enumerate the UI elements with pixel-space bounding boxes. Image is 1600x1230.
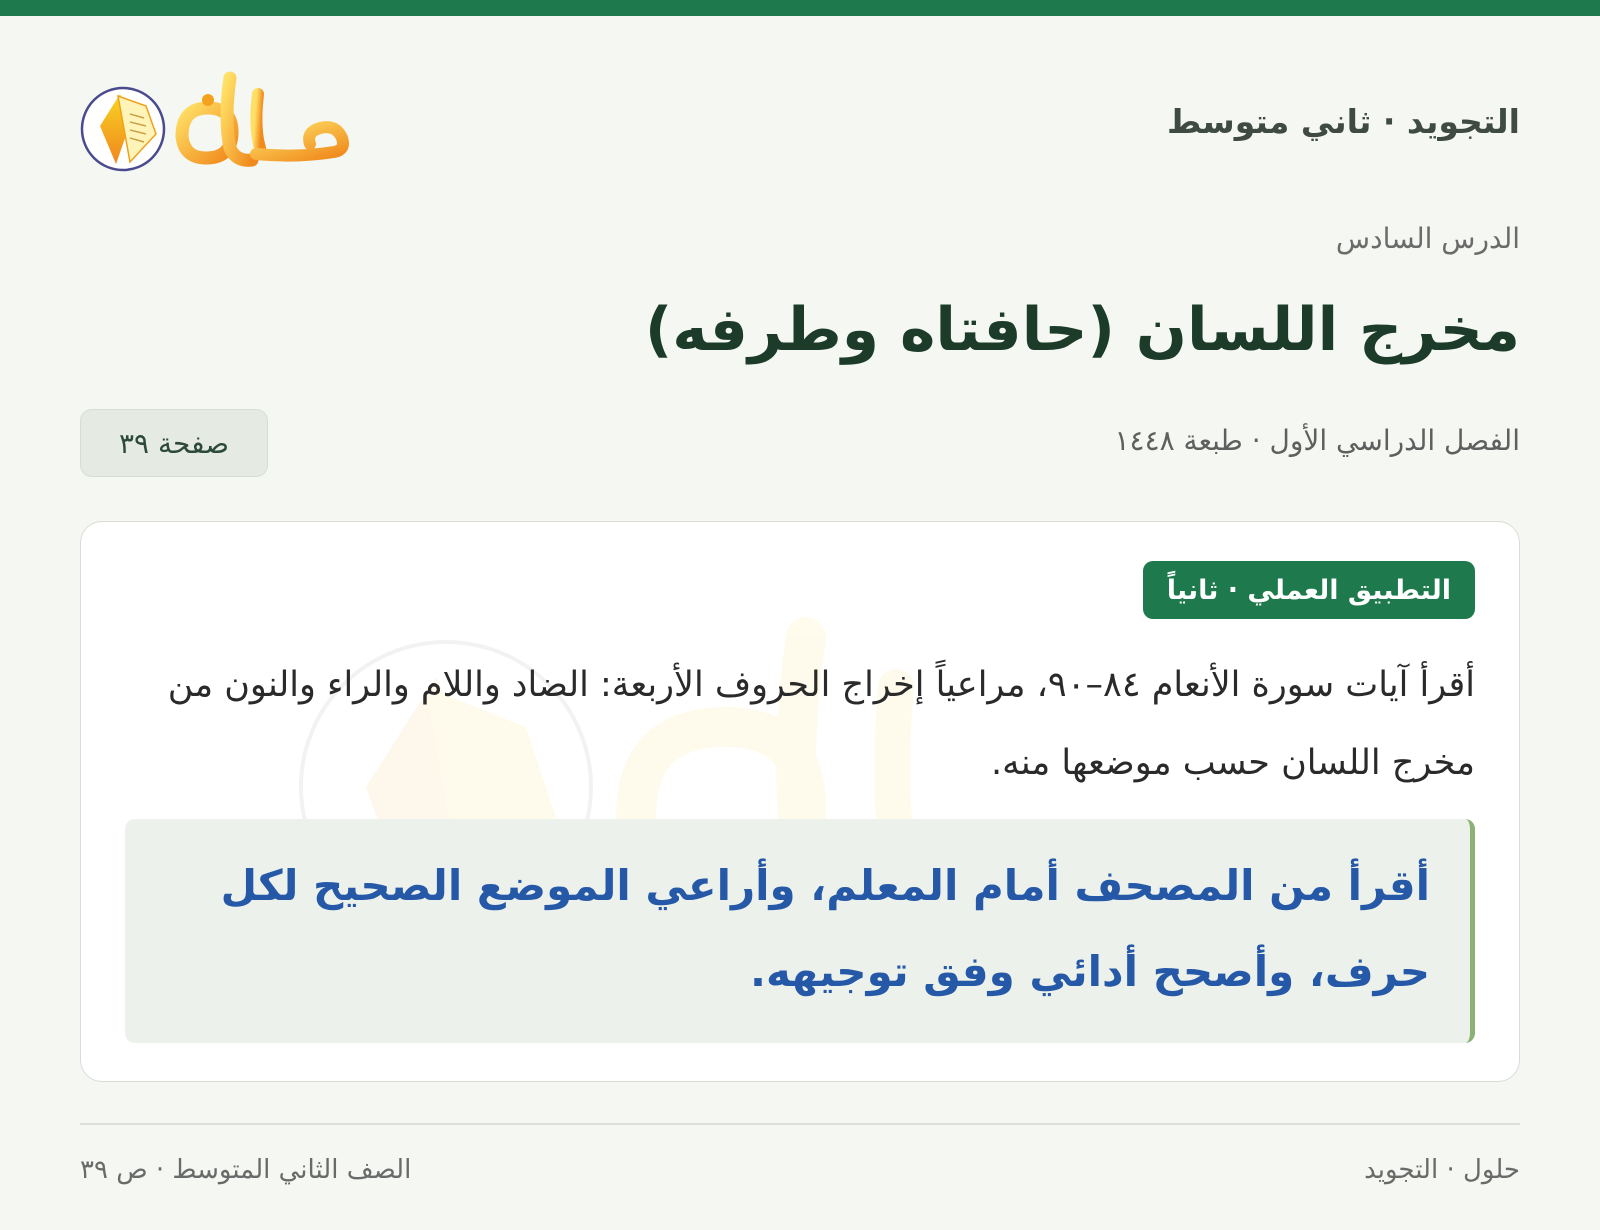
footer-site-subject: حلول · التجويد xyxy=(1364,1155,1520,1185)
subject-title: التجويد · ثاني متوسط xyxy=(1166,102,1520,141)
section-badge: التطبيق العملي · ثانياً xyxy=(1143,561,1475,619)
footer-divider xyxy=(80,1123,1520,1125)
answer-box xyxy=(125,819,1475,1043)
footer-grade-page: الصف الثاني المتوسط · ص ٣٩ xyxy=(80,1155,412,1185)
answer-text: أقرأ من المصحف أمام المعلم، وأراعي الموضع الصحيح لكل حرف، وأصحح أدائي وفق توجيهه. xyxy=(220,861,1430,996)
page-header xyxy=(80,60,1520,190)
page-number-badge: صفحة ٣٩ xyxy=(80,409,268,477)
lesson-number: الدرس السادس xyxy=(1335,222,1520,255)
edition-info: الفصل الدراسي الأول · طبعة ١٤٤٨ xyxy=(1114,424,1520,457)
hulul-logo[interactable] xyxy=(80,66,370,186)
exercise-question: أقرأ آيات سورة الأنعام ٨٤–٩٠، مراعياً إخراج الحروف الأربعة: الضاد واللام والراء والنون من مخرج اللسان حسب موضعها منه. xyxy=(167,665,1475,783)
top-accent-bar xyxy=(0,0,1600,16)
lesson-title: مخرج اللسان (حافتاه وطرفه) xyxy=(644,295,1520,365)
hulul-logo-icon xyxy=(80,66,370,186)
exercise-card xyxy=(80,521,1520,1082)
